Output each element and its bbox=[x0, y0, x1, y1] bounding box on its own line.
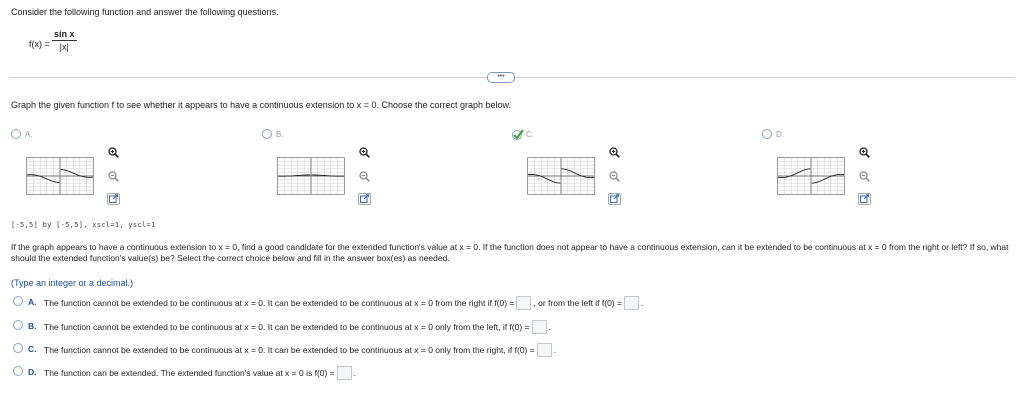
popout-icon[interactable] bbox=[858, 193, 871, 205]
graph-option-a-letter: A. bbox=[25, 130, 33, 139]
graph-option-d-thumbnail[interactable] bbox=[777, 157, 845, 195]
choice-b-answer-box[interactable] bbox=[532, 320, 547, 334]
choice-a-text-3: . bbox=[640, 298, 644, 308]
graph-option-c-thumbnail[interactable] bbox=[527, 157, 595, 195]
graph-option-b-radio[interactable] bbox=[262, 129, 272, 139]
choice-b-letter: B. bbox=[28, 321, 37, 331]
choice-d-answer-box[interactable] bbox=[337, 366, 352, 380]
answer-format-note: (Type an integer or a decimal.) bbox=[11, 278, 134, 288]
graph-instruction: Graph the given function f to see whether it appears to have a continuous extension to x = 0. Choose the correct graph below. bbox=[11, 100, 512, 110]
checkmark-icon bbox=[512, 129, 524, 140]
zoom-out-icon[interactable] bbox=[609, 171, 620, 184]
choice-a-radio[interactable] bbox=[13, 296, 23, 306]
choice-d-text-1: The function can be extended. The extended function's value at x = 0 is f(0) = bbox=[44, 368, 335, 378]
choice-c-radio[interactable] bbox=[13, 343, 23, 353]
graph-option-d-radio[interactable] bbox=[762, 129, 772, 139]
function-lhs: f(x) = bbox=[29, 39, 50, 49]
zoom-in-icon[interactable] bbox=[859, 147, 870, 160]
graph-option-a-thumbnail[interactable] bbox=[26, 157, 94, 195]
zoom-out-icon[interactable] bbox=[359, 171, 370, 184]
function-numerator: sin x bbox=[54, 29, 75, 39]
choice-c-text bbox=[44, 343, 556, 357]
choice-c-text-1: The function cannot be extended to be continuous at x = 0. It can be extended to be continuous at x = 0 only from the right, if f(0) = bbox=[44, 345, 535, 355]
choice-b-radio[interactable] bbox=[13, 320, 23, 330]
choice-a-right-answer-box[interactable] bbox=[516, 296, 531, 310]
choice-d-text-2: . bbox=[353, 368, 357, 378]
function-denominator: |x| bbox=[59, 42, 69, 52]
choice-d-letter: D. bbox=[28, 367, 37, 377]
graph-option-d-letter: D. bbox=[776, 130, 784, 139]
graph-option-c-letter: C. bbox=[526, 130, 534, 139]
choice-a-text-2: , or from the left if f(0) = bbox=[533, 298, 622, 308]
choice-a-letter: A. bbox=[28, 297, 37, 307]
choice-b-text-1: The function cannot be extended to be continuous at x = 0. It can be extended to be continuous at x = 0 only from the left, if f(0) = bbox=[44, 322, 530, 332]
choice-c-answer-box[interactable] bbox=[537, 343, 552, 357]
choice-b-text-2: . bbox=[548, 322, 551, 332]
zoom-in-icon[interactable] bbox=[609, 147, 620, 160]
more-button[interactable]: ••• bbox=[487, 72, 515, 83]
part2-paragraph: If the graph appears to have a continuous extension to x = 0, find a good candidate for the extended function's value at x = 0. If the function does not appear to have a continuous extension, can it be extended to be continuous at x = 0 from the right or left? If so, what should the extended function's value(s) be? Select the correct choice below and fill in the answer box(es) as needed. bbox=[11, 242, 1009, 263]
choice-b-text bbox=[44, 320, 551, 334]
choice-d-text bbox=[44, 366, 356, 380]
popout-icon[interactable] bbox=[608, 193, 621, 205]
choice-d-radio[interactable] bbox=[13, 366, 23, 376]
graph-option-a-radio[interactable] bbox=[11, 129, 21, 139]
zoom-out-icon[interactable] bbox=[859, 171, 870, 184]
popout-icon[interactable] bbox=[358, 193, 371, 205]
choice-a-text bbox=[44, 296, 643, 310]
choice-a-text-1: The function cannot be extended to be continuous at x = 0. It can be extended to be continuous at x = 0 from the right if f(0) = bbox=[44, 298, 515, 308]
graph-option-b-thumbnail[interactable] bbox=[277, 157, 345, 195]
choice-a-left-answer-box[interactable] bbox=[624, 296, 639, 310]
zoom-in-icon[interactable] bbox=[108, 147, 119, 160]
zoom-out-icon[interactable] bbox=[108, 171, 119, 184]
choice-c-letter: C. bbox=[28, 344, 37, 354]
choice-c-text-2: . bbox=[553, 345, 557, 355]
question-intro: Consider the following function and answer the following questions. bbox=[11, 7, 279, 17]
viewing-window: [-5,5] by [-5,5], xscl=1, yscl=1 bbox=[11, 221, 156, 229]
function-fraction bbox=[52, 29, 77, 52]
graph-option-c-radio[interactable] bbox=[512, 129, 522, 139]
graph-option-b-letter: B. bbox=[276, 130, 284, 139]
popout-icon[interactable] bbox=[107, 193, 120, 205]
zoom-in-icon[interactable] bbox=[359, 147, 370, 160]
